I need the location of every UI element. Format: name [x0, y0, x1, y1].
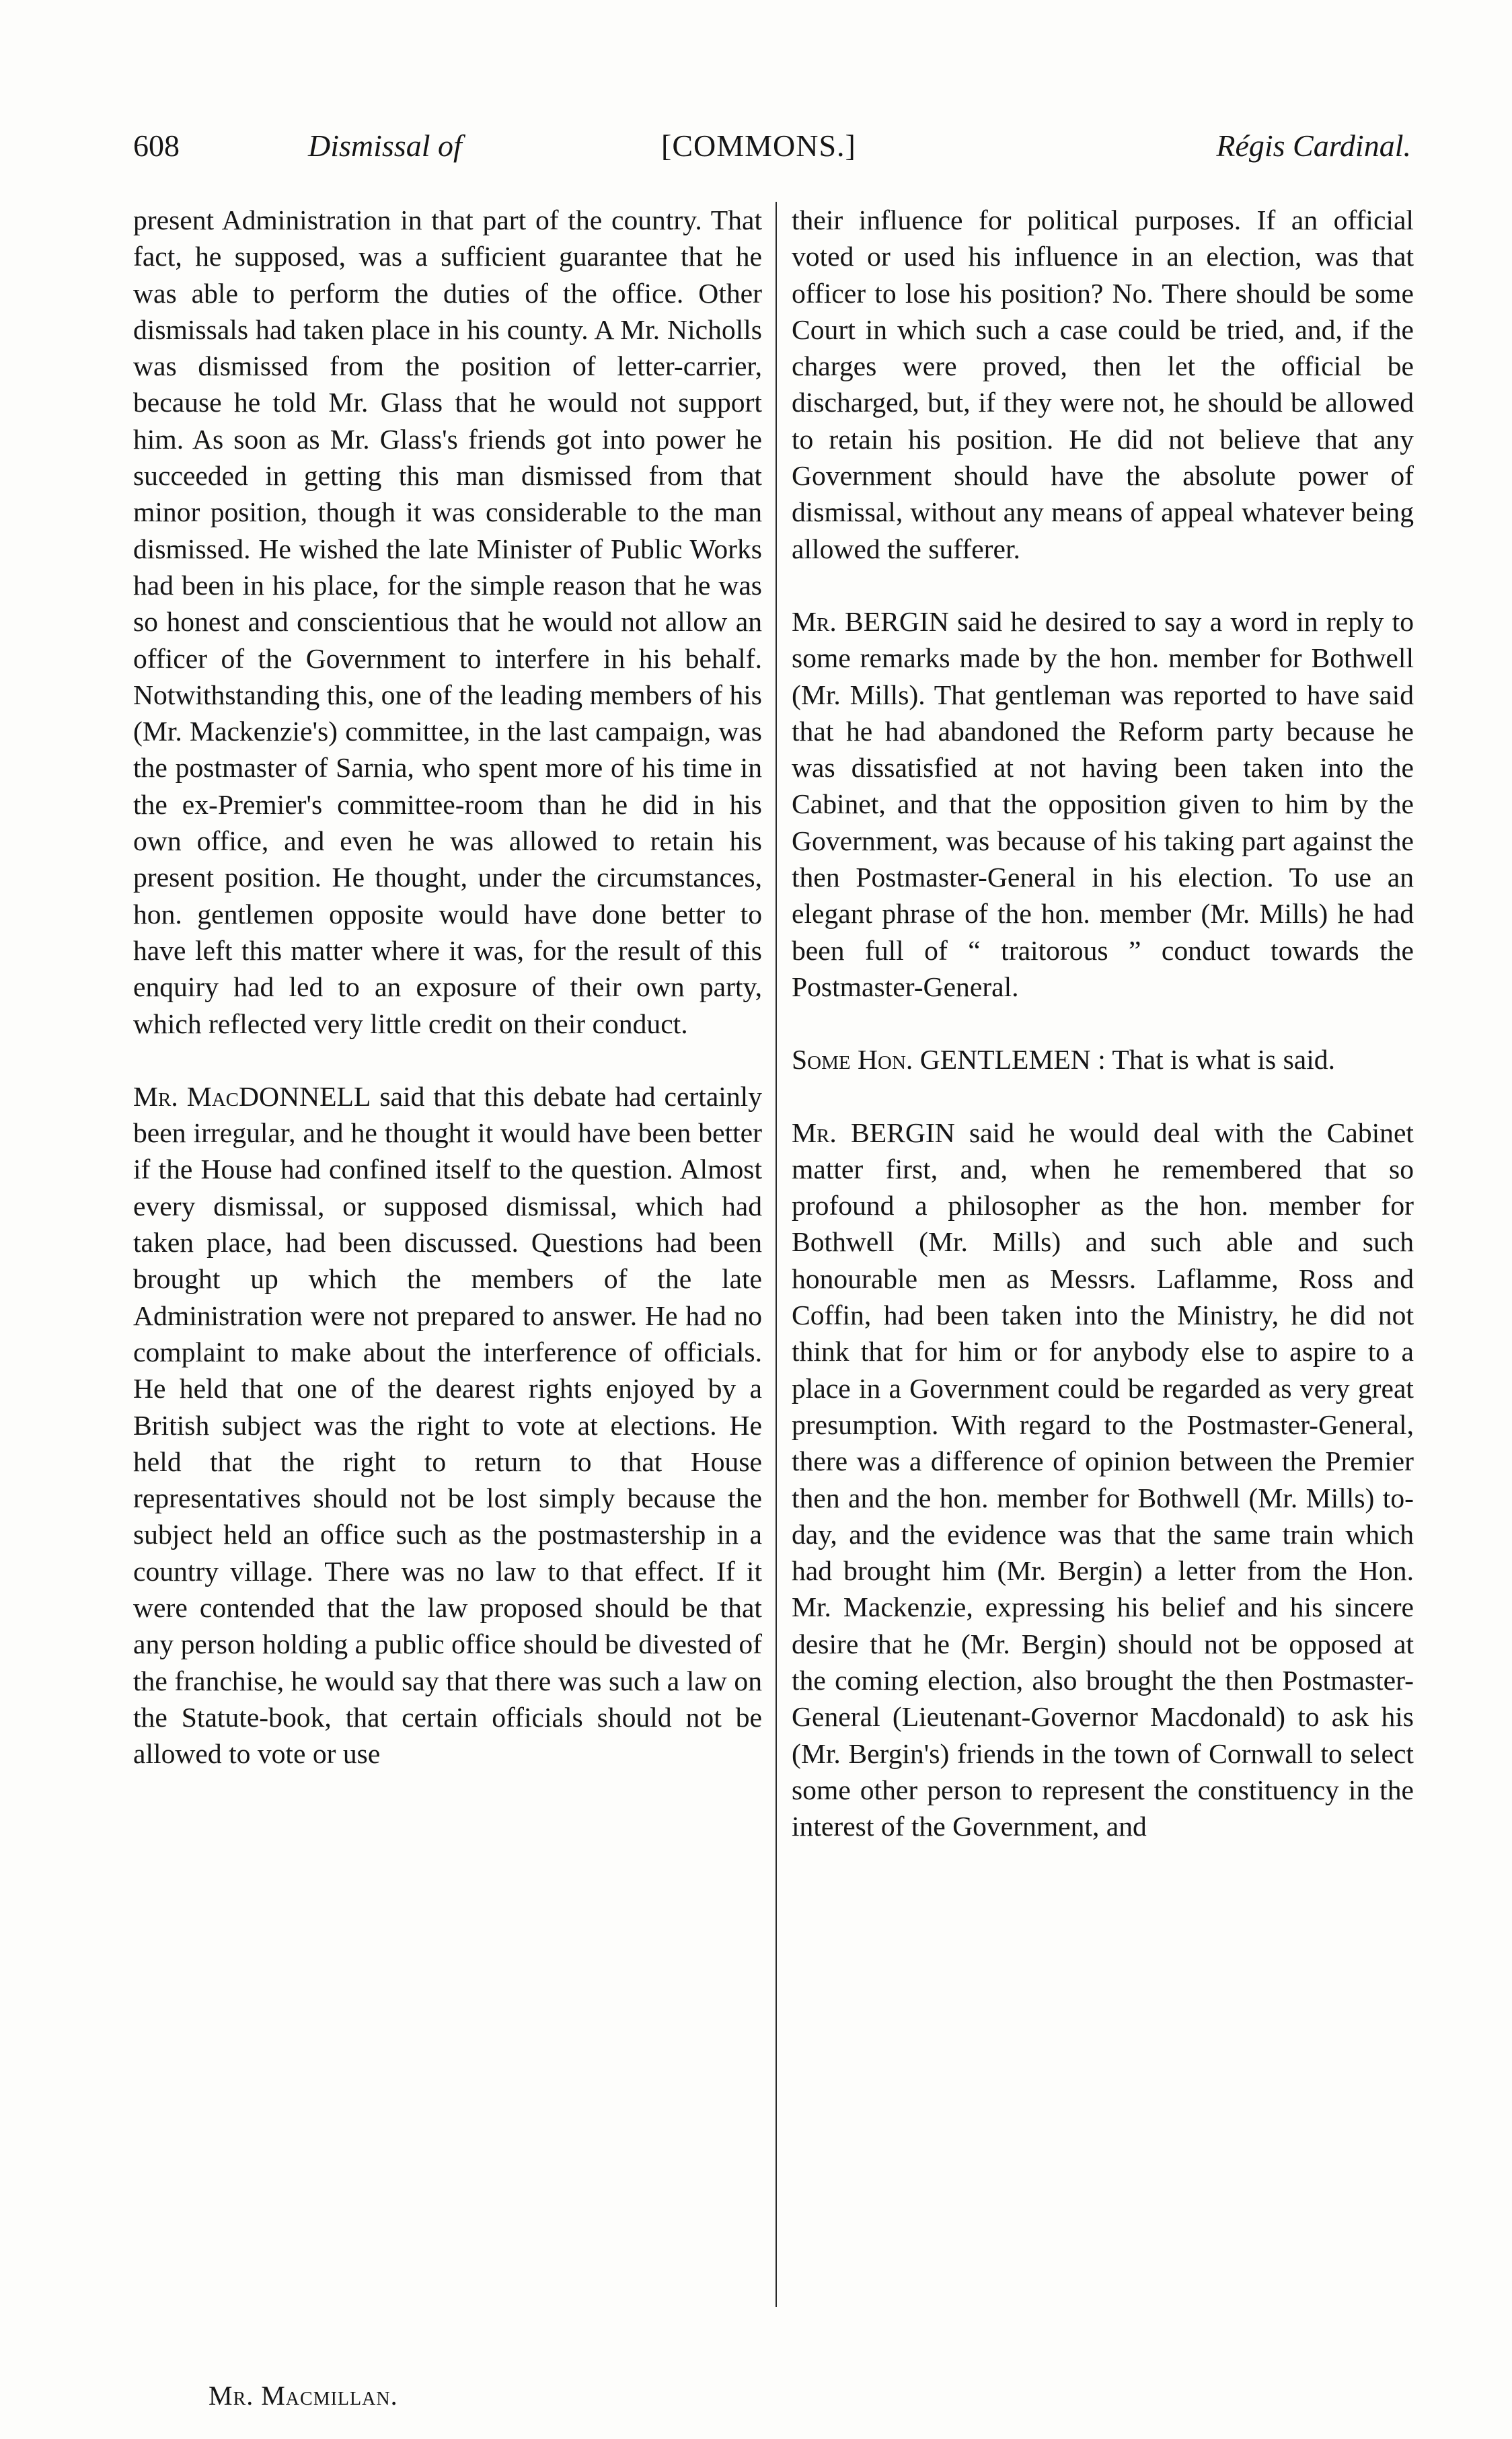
- header-center-title: [COMMONS.]: [661, 128, 856, 163]
- speaker-name: Mr. BERGIN: [792, 1117, 955, 1148]
- speech-text: said he would deal with the Cabinet matter first, and, when he remembered that so profound a philosopher as the hon. member for Bothwell (Mr. Mills) and such able and such honourable men as Messrs. Laflamme, Ross and Coffin, had been taken into the Ministry, he did not think that for him or for anybody else to aspire to a place in a Government could be regarded as very great presumption. With regard to the Postmaster-General, there was a difference of opinion between the Premier then and the hon. member for Bothwell (Mr. Mills) to-day, and the evidence was that the same train which had brought him (Mr. Bergin) a letter from the Hon. Mr. Mackenzie, expressing his belief and his sincere desire that he (Mr. Bergin) should not be opposed at the coming election, also brought the then Postmaster-General (Lieutenant-Governor Macdonald) to ask his (Mr. Bergin's) friends in the town of Cornwall to select some other person to represent the constituency in the interest of the Government, and: [792, 1117, 1414, 1842]
- right-column: [792, 202, 1414, 1844]
- header-left-title: Dismissal of: [308, 128, 462, 163]
- left-paragraph-2: [133, 1078, 762, 1772]
- right-paragraph-4: [792, 1115, 1414, 1845]
- page-header: [133, 128, 1411, 175]
- left-column: [133, 202, 762, 1772]
- right-paragraph-3: [792, 1041, 1414, 1078]
- catchword: Mr. Macmillan.: [209, 2380, 398, 2411]
- left-paragraph-1: present Administration in that part of the country. That fact, he supposed, was a sufficient guarantee that he was able to perform the duties of the office. Other dismissals had taken place in his county. A Mr. Nicholls was dismissed from the position of letter-carrier, because he told Mr. Glass that he would not support him. As soon as Mr. Glass's friends got into power he succeeded in getting this man dismissed from that minor position, though it was considerable to the man dismissed. He wished the late Minister of Public Works had been in his place, for the simple reason that he was so honest and conscientious that he would not allow an officer of the Government to interfere in his behalf. Notwithstanding this, one of the leading members of his (Mr. Mackenzie's) committee, in the last campaign, was the postmaster of Sarnia, who spent more of his time in the ex-Premier's committee-room than he did in his own office, and even he was allowed to retain his present position. He thought, under the circumstances, hon. gentlemen opposite would have done better to have left this matter where it was, for the result of this enquiry had led to an exposure of their own party, which reflected very little credit on their conduct.: [133, 204, 762, 1039]
- speech-text: said he desired to say a word in reply to some remarks made by the hon. member for Bothwell (Mr. Mills). That gentleman was reported to have said that he had abandoned the Reform party because he was dissatisfied at not having been taken into the Cabinet, and that the opposition given to him by the Government, was because of his taking part against the then Postmaster-General in his election. To use an elegant phrase of the hon. member (Mr. Mills) he had been full of “ traitorous ” conduct towards the Postmaster-General.: [792, 605, 1414, 1002]
- right-paragraph-1: their influence for political purposes. If an official voted or used his influence in an election, was that officer to lose his position? No. There should be some Court in which such a case could be tried, and, if the charges were proved, then let the official be discharged, but, if they were not, he should be allowed to retain his position. He did not believe that any Government should have the absolute power of dismissal, without any means of appeal whatever being allowed the sufferer.: [792, 204, 1414, 564]
- speaker-name: Some Hon. GENTLEMEN: [792, 1044, 1091, 1076]
- speaker-name: Mr. BERGIN: [792, 605, 949, 637]
- right-paragraph-2: [792, 603, 1414, 1005]
- header-right-title: Régis Cardinal.: [1216, 128, 1411, 163]
- speaker-name: Mr. MacDONNELL: [133, 1080, 371, 1112]
- speech-text: : That is what is said.: [1090, 1044, 1335, 1076]
- column-divider: [776, 202, 777, 2307]
- page-number: 608: [133, 128, 180, 163]
- speech-text: said that this debate had certainly been irregular, and he thought it would have been better if the House had confined itself to the question. Almost every dismissal, or supposed dismissal, which had taken place, had been discussed. Questions had been brought up which the members of the late Administration were not prepared to answer. He had no complaint to make about the interference of officials. He held that one of the dearest rights enjoyed by a British subject was the right to vote at elections. He held that the right to return to that House representatives should not be lost simply because the subject held an office such as the postmastership in a country village. There was no law to that effect. If it were contended that the law proposed should be that any person holding a public office should be divested of the franchise, he would say that there was such a law on the Statute-book, that certain officials should not be allowed to vote or use: [133, 1080, 763, 1770]
